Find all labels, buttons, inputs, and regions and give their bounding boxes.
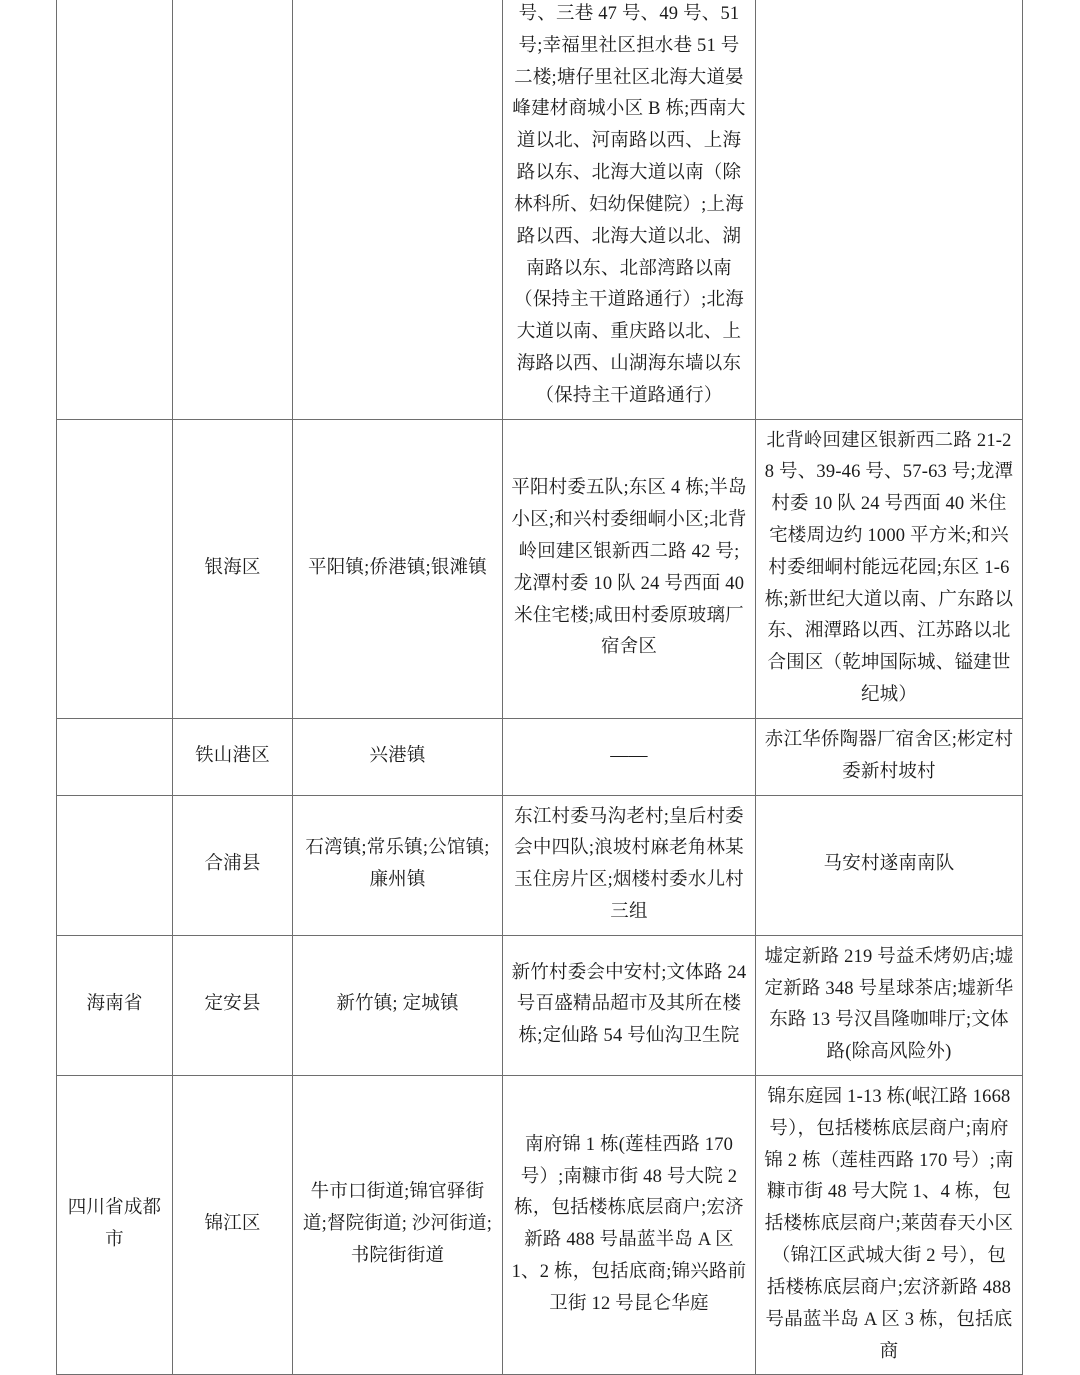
cell-district: 定安县 (173, 935, 293, 1075)
cell-medium-risk: —— (503, 718, 756, 795)
cell-town (293, 0, 503, 419)
cell-medium-risk: 号、三巷 47 号、49 号、51 号;幸福里社区担水巷 51 号二楼;塘仔里社区北海大道晏峰建材商城小区 B 栋;西南大道以北、河南路以西、上海路以东、北海大道以南（除林科所、妇幼保健院）;上海路以西、北海大道以北、湖南路以东、北部湾路以南（保持主干道路通行）;北海大道以南、重庆路以北、上海路以西、山湖海东墙以东（保持主干道路通行） (503, 0, 756, 419)
cell-province: 四川省成都市 (57, 1076, 173, 1375)
table-row (57, 795, 1023, 935)
cell-town: 石湾镇;常乐镇;公馆镇;廉州镇 (293, 795, 503, 935)
cell-medium-risk: 南府锦 1 栋(莲桂西路 170 号）;南糠市街 48 号大院 2 栋，包括楼栋底层商户;宏济新路 488 号晶蓝半岛 A 区 1、2 栋，包括底商;锦兴路前卫街 12 号昆仑华庭 (503, 1076, 756, 1375)
cell-high-risk: 马安村遂南南队 (756, 795, 1023, 935)
cell-medium-risk: 新竹村委会中安村;文体路 24 号百盛精品超市及其所在楼栋;定仙路 54 号仙沟卫生院 (503, 935, 756, 1075)
cell-province: 海南省 (57, 935, 173, 1075)
cell-town: 平阳镇;侨港镇;银滩镇 (293, 419, 503, 718)
cell-province (57, 0, 173, 419)
table-row (57, 419, 1023, 718)
table-body (57, 0, 1023, 1375)
table-row (57, 0, 1023, 419)
cell-town: 新竹镇; 定城镇 (293, 935, 503, 1075)
table-row (57, 718, 1023, 795)
cell-high-risk: 墟定新路 219 号益禾烤奶店;墟定新路 348 号星球茶店;墟新华东路 13 号汉昌隆咖啡厅;文体路(除高风险外) (756, 935, 1023, 1075)
cell-province (57, 795, 173, 935)
cell-high-risk: 锦东庭园 1-13 栋(岷江路 1668 号），包括楼栋底层商户;南府锦 2 栋（莲桂西路 170 号）;南糠市街 48 号大院 1、4 栋，包括楼栋底层商户;莱茵春天小区（锦江区武城大街 2 号），包括楼栋底层商户;宏济新路 488 号晶蓝半岛 A 区 3 栋，包括底商 (756, 1076, 1023, 1375)
cell-district: 锦江区 (173, 1076, 293, 1375)
cell-high-risk: 赤江华侨陶器厂宿舍区;彬定村委新村坡村 (756, 718, 1023, 795)
cell-province (57, 419, 173, 718)
cell-high-risk (756, 0, 1023, 419)
cell-district: 铁山港区 (173, 718, 293, 795)
cell-high-risk: 北背岭回建区银新西二路 21-28 号、39-46 号、57-63 号;龙潭村委 10 队 24 号西面 40 米住宅楼周边约 1000 平方米;和兴村委细峒村能远花园;东区 1-6 栋;新世纪大道以南、广东路以东、湘潭路以西、江苏路以北合围区（乾坤国际城、镒建世纪城） (756, 419, 1023, 718)
cell-district (173, 0, 293, 419)
cell-medium-risk: 东江村委马沟老村;皇后村委会中四队;浪坡村麻老角林某玉住房片区;烟楼村委水儿村三组 (503, 795, 756, 935)
table-row (57, 935, 1023, 1075)
risk-area-table (56, 0, 1023, 1375)
cell-medium-risk: 平阳村委五队;东区 4 栋;半岛小区;和兴村委细峒小区;北背岭回建区银新西二路 42 号;龙潭村委 10 队 24 号西面 40 米住宅楼;咸田村委原玻璃厂宿舍区 (503, 419, 756, 718)
cell-town: 兴港镇 (293, 718, 503, 795)
cell-district: 银海区 (173, 419, 293, 718)
cell-province (57, 718, 173, 795)
cell-town: 牛市口街道;锦官驿街道;督院街道; 沙河街道;书院街街道 (293, 1076, 503, 1375)
table-row (57, 1076, 1023, 1375)
cell-district: 合浦县 (173, 795, 293, 935)
